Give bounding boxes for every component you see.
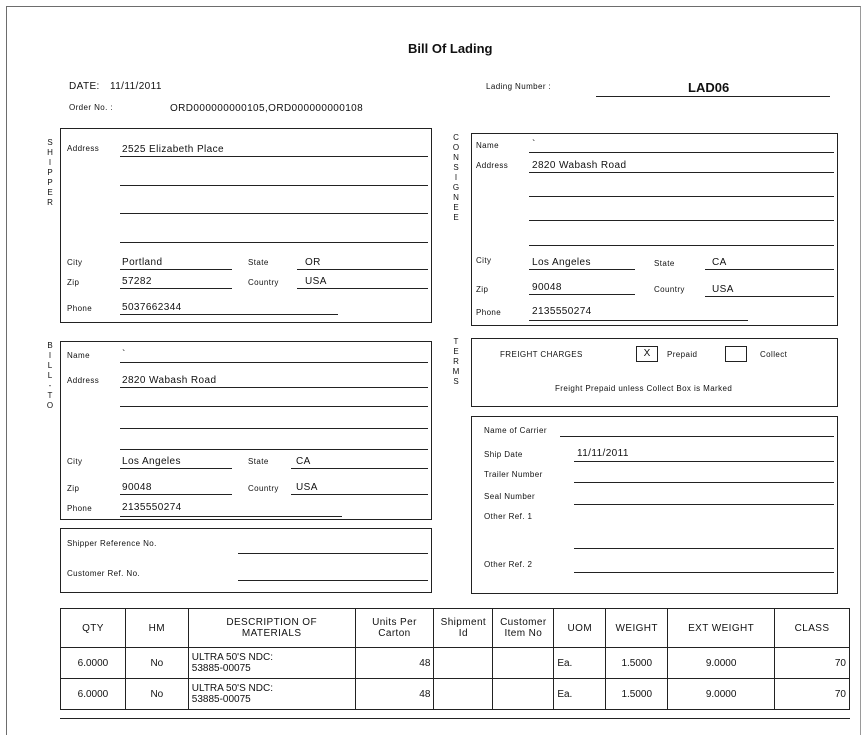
freight-charges-label: FREIGHT CHARGES (500, 350, 583, 359)
collect-label: Collect (760, 350, 788, 359)
consignee-name-value: ` (532, 139, 536, 150)
lading-number-label: Lading Number : (486, 82, 552, 91)
shipper-country-value: USA (305, 276, 327, 287)
customer-reference-line (238, 580, 428, 581)
header-units-per-carton: Units Per Carton (355, 609, 434, 648)
consignee-zip-value: 90048 (532, 282, 562, 293)
table-header-row (61, 609, 850, 648)
consignee-city-label: City (476, 256, 492, 265)
header-hm: HM (125, 609, 188, 648)
document-title: Bill Of Lading (408, 41, 493, 56)
shipper-state-label: State (248, 258, 269, 267)
shipper-address-label: Address (67, 144, 100, 153)
header-qty: QTY (61, 609, 126, 648)
cell-hm: No (125, 679, 188, 710)
customer-reference-label: Customer Ref. No. (67, 569, 141, 578)
date-value: 11/11/2011 (110, 81, 162, 92)
terms-side-label: T E R M S (452, 337, 460, 386)
cell-weight: 1.5000 (606, 679, 668, 710)
carrier-name-label: Name of Carrier (484, 426, 547, 435)
consignee-name-label: Name (476, 141, 499, 150)
cell-qty: 6.0000 (61, 679, 126, 710)
bill-to-phone-label: Phone (67, 504, 93, 513)
prepaid-label: Prepaid (667, 350, 698, 359)
consignee-zip-label: Zip (476, 285, 489, 294)
shipper-side-label: S H I P P E R (47, 138, 53, 207)
bill-to-city-label: City (67, 457, 83, 466)
order-number-label: Order No. : (69, 103, 113, 112)
lading-number-value: LAD06 (688, 80, 730, 95)
bill-to-zip-label: Zip (67, 484, 80, 493)
consignee-state-value: CA (712, 257, 727, 268)
bottom-rule (60, 718, 850, 719)
cell-class: 70 (775, 679, 850, 710)
cell-units-per-carton: 48 (355, 679, 434, 710)
lading-number-underline (596, 96, 830, 97)
shipper-city-label: City (67, 258, 83, 267)
cell-shipment-id (434, 679, 493, 710)
bill-to-country-label: Country (248, 484, 279, 493)
shipper-phone-label: Phone (67, 304, 93, 313)
references-box (60, 528, 432, 593)
shipper-city-value: Portland (122, 257, 163, 268)
consignee-phone-value: 2135550274 (532, 306, 592, 317)
freight-note: Freight Prepaid unless Collect Box is Marked (555, 384, 733, 393)
cell-description: ULTRA 50'S NDC: 53885-00075 (188, 679, 355, 710)
other-ref-2-label: Other Ref. 2 (484, 560, 533, 569)
shipper-phone-value: 5037662344 (122, 302, 182, 313)
cell-uom: Ea. (554, 648, 606, 679)
other-ref-1-label: Other Ref. 1 (484, 512, 533, 521)
consignee-side-label: C O N S I G N E E (452, 133, 460, 222)
bill-to-phone-value: 2135550274 (122, 502, 182, 513)
header-ext-weight: EXT WEIGHT (668, 609, 775, 648)
cell-ext-weight: 9.0000 (668, 679, 775, 710)
cell-qty: 6.0000 (61, 648, 126, 679)
header-customer-item-no: Customer Item No (493, 609, 554, 648)
bill-to-state-value: CA (296, 456, 311, 467)
header-shipment-id: Shipment Id (434, 609, 493, 648)
cell-ext-weight: 9.0000 (668, 648, 775, 679)
bill-to-name-value: ` (122, 349, 126, 360)
shipper-state-value: OR (305, 257, 321, 268)
shipper-zip-value: 57282 (122, 276, 152, 287)
cell-customer-item-no (493, 648, 554, 679)
items-table (60, 608, 850, 710)
bill-to-side-label: B I L L - T O (46, 341, 54, 410)
shipper-reference-line (238, 553, 428, 554)
collect-checkbox[interactable] (725, 346, 747, 362)
cell-shipment-id (434, 648, 493, 679)
bill-to-country-value: USA (296, 482, 318, 493)
shipper-reference-label: Shipper Reference No. (67, 539, 157, 548)
table-row (61, 648, 850, 679)
bill-to-zip-value: 90048 (122, 482, 152, 493)
date-label: DATE: (69, 81, 100, 92)
cell-uom: Ea. (554, 679, 606, 710)
bill-to-state-label: State (248, 457, 269, 466)
shipper-box (60, 128, 432, 323)
consignee-address-value: 2820 Wabash Road (532, 160, 627, 171)
bill-to-address-label: Address (67, 376, 100, 385)
consignee-address-label: Address (476, 161, 509, 170)
order-number-value: ORD000000000105,ORD000000000108 (170, 103, 364, 114)
trailer-number-label: Trailer Number (484, 470, 543, 479)
cell-customer-item-no (493, 679, 554, 710)
header-description: DESCRIPTION OF MATERIALS (188, 609, 355, 648)
ship-date-value: 11/11/2011 (577, 448, 629, 459)
bill-to-name-label: Name (67, 351, 90, 360)
consignee-state-label: State (654, 259, 675, 268)
consignee-country-value: USA (712, 284, 734, 295)
cell-hm: No (125, 648, 188, 679)
bill-to-address-value: 2820 Wabash Road (122, 375, 217, 386)
shipper-address-value: 2525 Elizabeth Place (122, 144, 224, 155)
consignee-country-label: Country (654, 285, 685, 294)
cell-units-per-carton: 48 (355, 648, 434, 679)
cell-weight: 1.5000 (606, 648, 668, 679)
cell-class: 70 (775, 648, 850, 679)
cell-description: ULTRA 50'S NDC: 53885-00075 (188, 648, 355, 679)
bill-to-city-value: Los Angeles (122, 456, 181, 467)
table-row (61, 679, 850, 710)
ship-date-label: Ship Date (484, 450, 523, 459)
seal-number-label: Seal Number (484, 492, 536, 501)
consignee-phone-label: Phone (476, 308, 502, 317)
prepaid-checkbox[interactable]: X (636, 346, 658, 362)
header-class: CLASS (775, 609, 850, 648)
shipper-country-label: Country (248, 278, 279, 287)
shipper-zip-label: Zip (67, 278, 80, 287)
consignee-city-value: Los Angeles (532, 257, 591, 268)
header-weight: WEIGHT (606, 609, 668, 648)
consignee-box (471, 133, 838, 326)
header-uom: UOM (554, 609, 606, 648)
